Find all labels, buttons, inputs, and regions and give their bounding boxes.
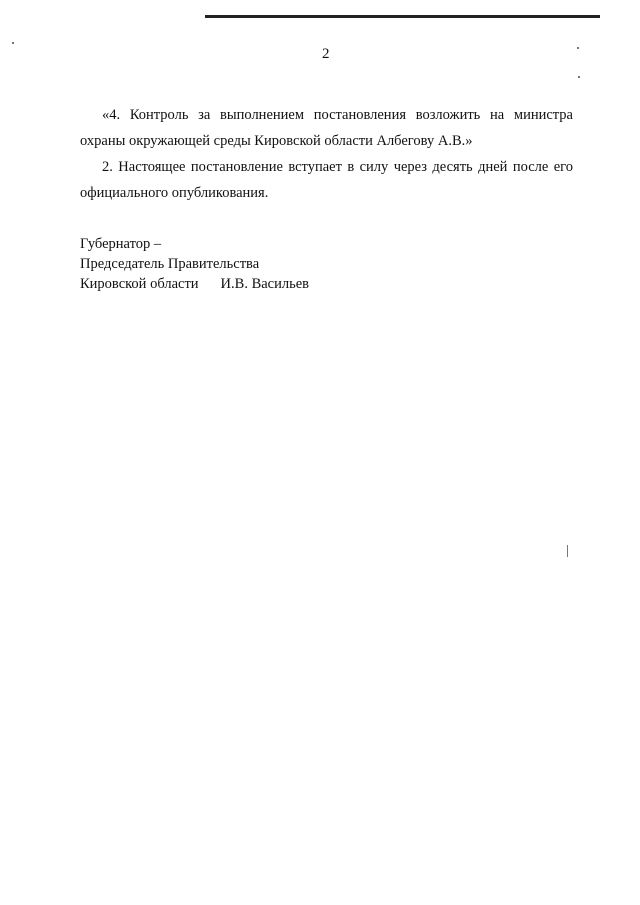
signature-title-line2: Председатель Правительства [80, 256, 260, 272]
header-rule [205, 15, 600, 18]
scan-speck [577, 47, 579, 49]
paragraph-amendment: «4. Контроль за выполнением постановления возложить на министра охраны окружающей среды Кировской области Албегову А.В.» [80, 107, 573, 149]
signature-title-line3: Кировской области [80, 276, 199, 292]
signatory-name: И.В. Васильев [220, 276, 309, 292]
scan-speck [567, 545, 568, 557]
paragraph-effective-date: 2. Настоящее постановление вступает в силу через десять дней после его официального опубликования. [80, 159, 573, 201]
scan-speck [578, 76, 580, 78]
scan-speck [12, 42, 14, 44]
signature-block [80, 234, 309, 294]
page-number: 2 [322, 46, 330, 62]
signature-title-line1: Губернатор – [80, 236, 162, 252]
